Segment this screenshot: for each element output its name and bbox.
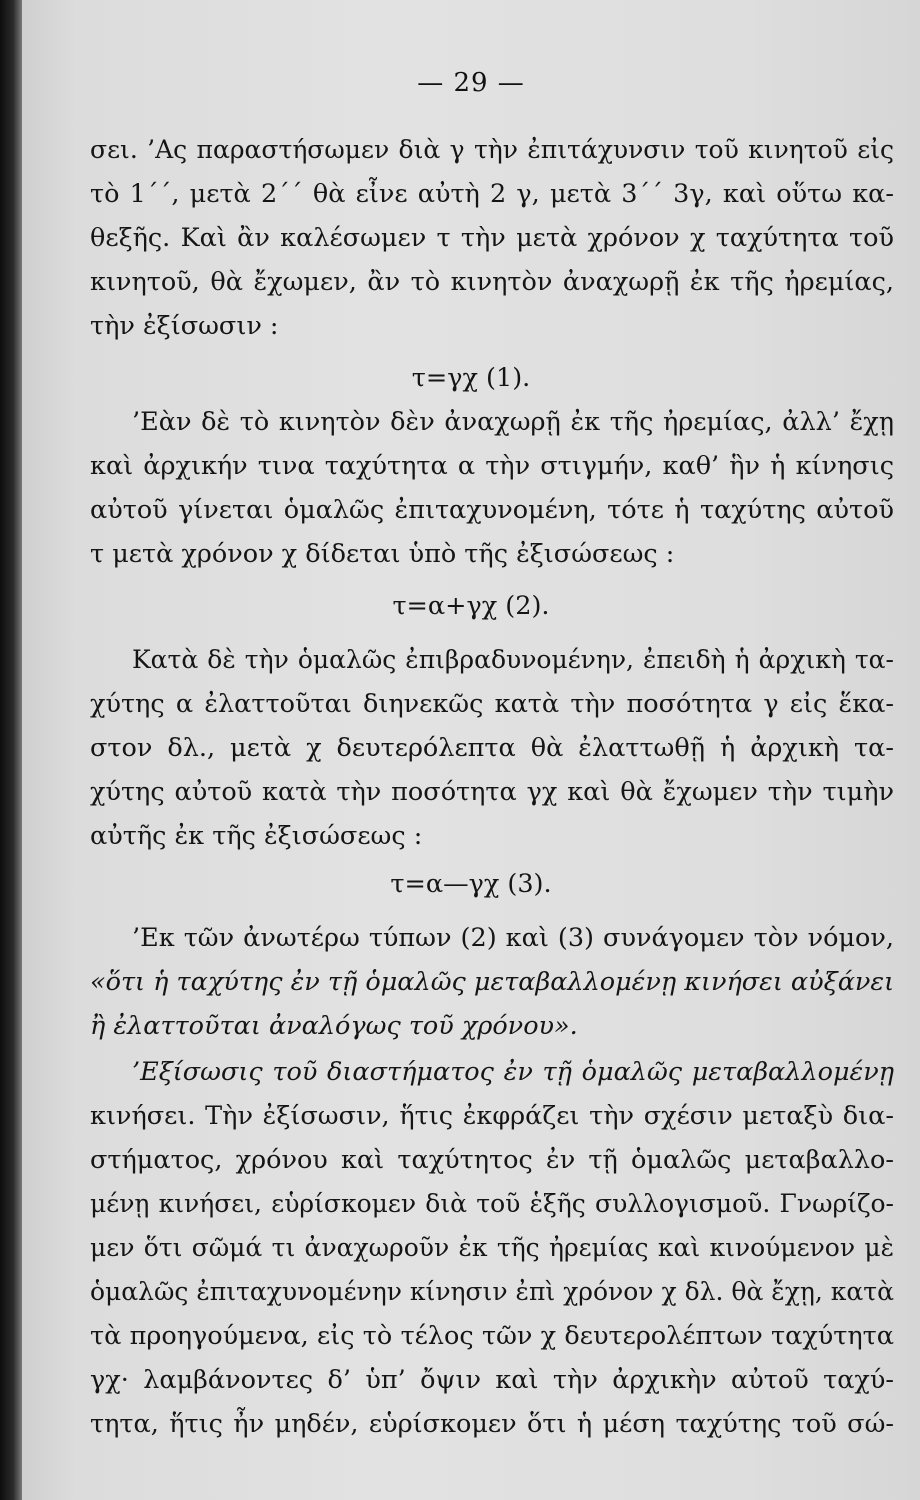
text-line: μένῃ κινήσει, εὑρίσκομεν διὰ τοῦ ἑξῆς συλλογισμοῦ. Γνωρίζο- [90,1189,894,1218]
law-statement-line: ἢ ἐλαττοῦται ἀναλόγως τοῦ χρόνου». [90,1011,578,1041]
book-spine-shadow [0,0,22,1500]
text-line: αὐτῆς ἐκ τῆς ἐξισώσεως : [90,821,423,851]
text-line: ὁμαλῶς ἐπιταχυνομένην κίνησιν ἐπὶ χρόνον χ δλ. θὰ ἔχῃ, κατὰ [90,1277,894,1306]
text-line: τ μετὰ χρόνον χ δίδεται ὑπὸ τῆς ἐξισώσεως : [90,539,675,569]
equation-2: τ=α+γχ (2). [392,591,550,621]
text-line: χύτης αὐτοῦ κατὰ τὴν ποσότητα γχ καὶ θὰ ἔχωμεν τὴν τιμὴν [90,777,894,807]
equation-1: τ=γχ (1). [411,363,531,393]
text-line: Κατὰ δὲ τὴν ὁμαλῶς ἐπιβραδυνομένην, ἐπειδὴ ἡ ἀρχικὴ τα- [132,645,894,674]
text-line: μεν ὅτι σῶμά τι ἀναχωροῦν ἐκ τῆς ἠρεμίας καὶ κινούμενον μὲ [90,1233,894,1262]
text-line: χύτης α ἐλαττοῦται διηνεκῶς κατὰ τὴν ποσότητα γ εἰς ἕκα- [90,689,894,719]
book-page [22,0,920,1500]
text-line: τὴν ἐξίσωσιν : [90,311,279,341]
text-line: αὐτοῦ γίνεται ὁμαλῶς ἐπιταχυνομένη, τότε ἡ ταχύτης αὐτοῦ [90,495,894,525]
text-line: τητα, ἥτις ἦν μηδέν, εὑρίσκομεν ὅτι ἡ μέση ταχύτης τοῦ σώ- [90,1409,894,1439]
page-number: — 29 — [417,68,525,98]
text-line: καὶ ἀρχικήν τινα ταχύτητα α τὴν στιγμήν, καθ’ ἣν ἡ κίνησις [90,451,894,481]
text-line: κινητοῦ, θὰ ἔχωμεν, ἂν τὸ κινητὸν ἀναχωρῇ ἐκ τῆς ἠρεμίας, [90,267,894,297]
equation-3: τ=α—γχ (3). [390,869,552,899]
text-line: γχ· λαμβάνοντες δ’ ὑπ’ ὄψιν καὶ τὴν ἀρχικὴν αὐτοῦ ταχύ- [90,1365,894,1395]
text-line: τὰ προηγούμενα, εἰς τὸ τέλος τῶν χ δευτερολέπτων ταχύτητα [90,1321,894,1351]
text-line: ’Εκ τῶν ἀνωτέρω τύπων (2) καὶ (3) συνάγομεν τὸν νόμον, [132,923,894,953]
law-statement-line: «ὅτι ἡ ταχύτης ἐν τῇ ὁμαλῶς μεταβαλλομένῃ κινήσει αὐξάνει [90,967,895,997]
text-line: σει. ’Ας παραστήσωμεν διὰ γ τὴν ἐπιτάχυνσιν τοῦ κινητοῦ εἰς [90,135,894,164]
text-line: στον δλ., μετὰ χ δευτερόλεπτα θὰ ἐλαττωθῇ ἡ ἀρχικὴ τα- [90,733,894,763]
text-line: στήματος, χρόνου καὶ ταχύτητος ἐν τῇ ὁμαλῶς μεταβαλλο- [90,1145,894,1175]
text-line: κινήσει. Τὴν ἐξίσωσιν, ἥτις ἐκφράζει τὴν σχέσιν μεταξὺ δια- [90,1101,894,1131]
text-line: θεξῆς. Καὶ ἂν καλέσωμεν τ τὴν μετὰ χρόνον χ ταχύτητα τοῦ [90,223,894,253]
text-line: τὸ 1΄΄, μετὰ 2΄΄ θὰ εἶνε αὐτὴ 2 γ, μετὰ 3΄΄ 3γ, καὶ οὕτω κα- [90,179,894,209]
text-line: ’Εὰν δὲ τὸ κινητὸν δὲν ἀναχωρῇ ἐκ τῆς ἠρεμίας, ἀλλ’ ἔχῃ [132,407,894,437]
section-heading-line: ’Εξίσωσις τοῦ διαστήματος ἐν τῇ ὁμαλῶς μεταβαλλομένῃ [132,1057,894,1087]
